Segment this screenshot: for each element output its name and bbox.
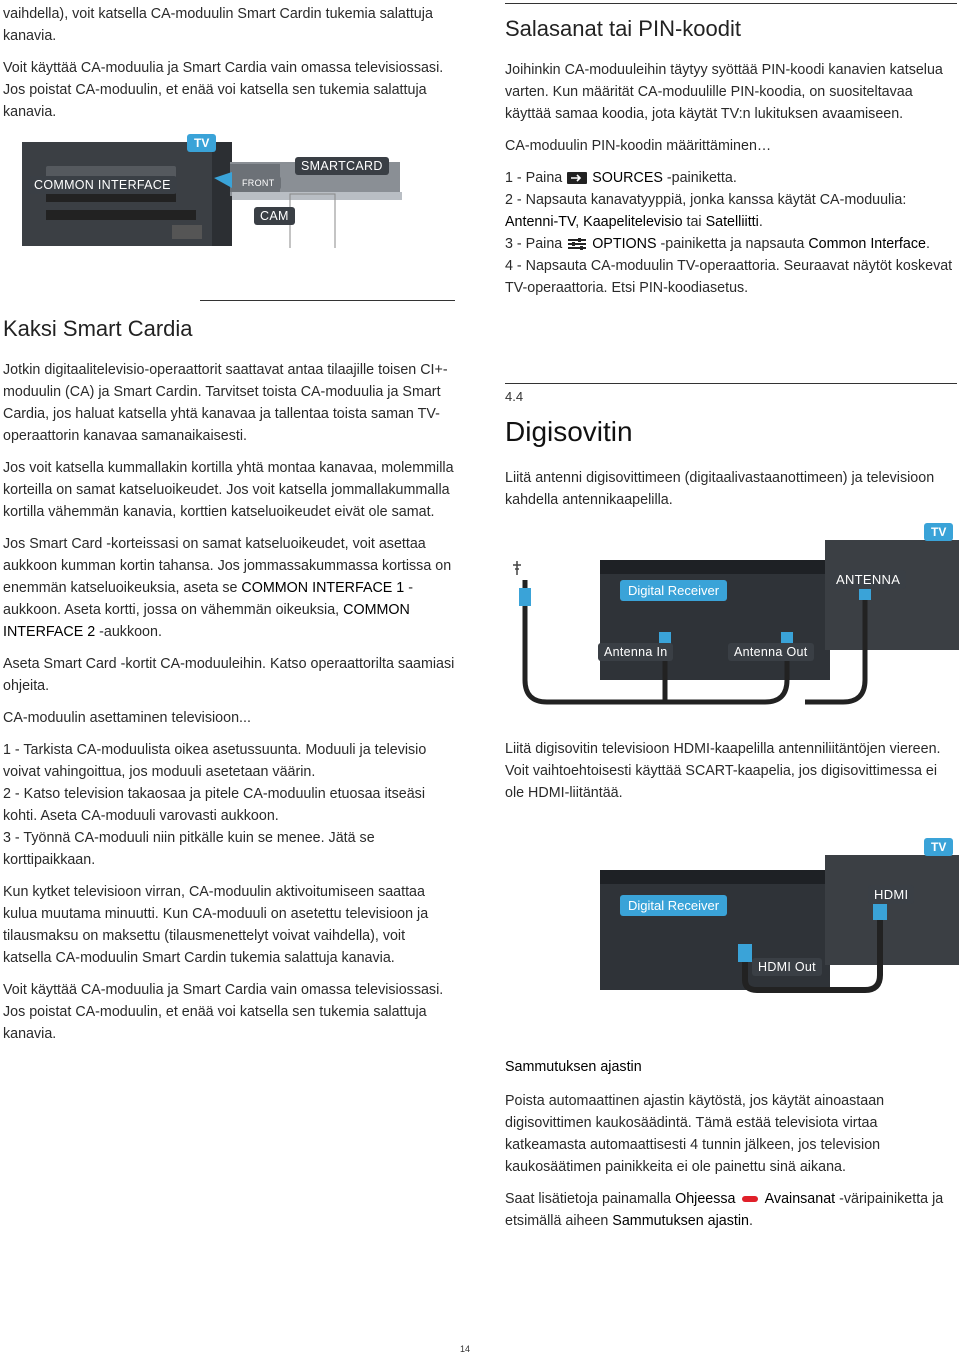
- keyword: SOURCES: [592, 170, 663, 186]
- antenna-out-label: Antenna Out: [728, 643, 814, 661]
- paragraph: Jos voit katsella kummallakin kortilla yhtä montaa kanavaa, molemmilla korteilla on samat katseluoikeudet. Jos voit katsella jommallakummalla kortilla vähemmän kanavia, korttien katseluoikeudet eivät ole samat.: [3, 460, 454, 520]
- right-body-3: [505, 1090, 957, 1232]
- antenna-connection-figure: [505, 520, 960, 715]
- section-number: 4.4: [505, 389, 524, 404]
- tv-badge: TV: [924, 838, 953, 856]
- keyword: Sammutuksen ajastin: [612, 1213, 749, 1229]
- step: 2 - Napsauta kanavatyyppiä, jonka kanssa käytät CA-moduulia: Antenni-TV, Kaapelitelevisio tai Satelliitti.: [505, 192, 907, 230]
- hdmi-connection-figure: [505, 840, 960, 1000]
- paragraph: Kun kytket televisioon virran, CA-moduulin aktivoitumiseen saattaa kulua muutama minuutti. Kun CA-moduuli on asetettu televisioon ja tilausmaksu on maksettu (tilausmenettelyt voivat vaihdella), voit katsella CA-moduulin Smart Cardin tukemia salattuja kanavia.: [3, 884, 429, 966]
- paragraph: Voit käyttää CA-moduulia ja Smart Cardia vain omassa televisiossasi. Jos poistat CA-moduulin, et enää voi katsella sen tukemia salattuja kanavia.: [3, 982, 444, 1042]
- paragraph: CA-moduulin asettaminen televisioon...: [3, 710, 251, 726]
- left-body: [3, 359, 455, 1045]
- digital-receiver-label: Digital Receiver: [620, 895, 727, 916]
- step: 3 - Paina OPTIONS -painiketta ja napsauta Common Interface.: [505, 236, 930, 252]
- cam-label: CAM: [254, 207, 295, 225]
- section-rule: [505, 3, 957, 4]
- red-key-icon: [742, 1196, 758, 1202]
- keyword: COMMON INTERFACE 1: [241, 580, 405, 596]
- front-label: FRONT: [236, 176, 281, 190]
- tv-badge: TV: [924, 523, 953, 541]
- antenna-in-label: Antenna In: [598, 643, 673, 661]
- section-heading: Digisovitin: [505, 416, 633, 447]
- step: 1 - Paina SOURCES -painiketta.: [505, 170, 737, 186]
- step: 3 - Työnnä CA-moduuli niin pitkälle kuin se menee. Jätä se korttipaikkaan.: [3, 830, 375, 868]
- sources-icon: [566, 170, 588, 186]
- paragraph: CA-moduulin PIN-koodin määrittäminen…: [505, 138, 772, 154]
- common-interface-label: COMMON INTERFACE: [28, 176, 177, 194]
- antenna-label: ANTENNA: [830, 570, 906, 589]
- paragraph: vaihdella), voit katsella CA-moduulin Smart Cardin tukemia salattuja kanavia.: [3, 6, 433, 44]
- paragraph: Jotkin digitaalitelevisio-operaattorit saattavat antaa tilaajille toisen CI+-moduulin (CA) ja Smart Cardin. Tarvitset toista CA-moduulia ja Smart Cardia, jos haluat katsella yhtä kanavaa ja tallentaa toista saman TV-operaattorin kanavaa samanaikaisesti.: [3, 362, 448, 444]
- options-icon: [566, 236, 588, 252]
- step: 4 - Napsauta CA-moduulin TV-operaattoria. Seuraavat näytöt koskevat TV-operaattoria. Etsi PIN-koodiasetus.: [505, 258, 953, 296]
- step: 1 - Tarkista CA-moduulista oikea asetussuunta. Moduuli ja televisio voivat vahingoittua, jos moduuli asetetaan väärin.: [3, 742, 427, 780]
- keyword: Ohjeessa: [675, 1191, 736, 1207]
- section-rule: [505, 383, 957, 384]
- paragraph: Liitä antenni digisovittimeen (digitaalivastaanottimeen) ja televisioon kahdella antennikaapelilla.: [505, 470, 935, 508]
- section-heading: Salasanat tai PIN-koodit: [505, 16, 742, 41]
- tv-badge: TV: [187, 134, 216, 152]
- section-rule: [200, 300, 455, 301]
- hdmi-label: HDMI: [868, 885, 914, 904]
- smartcard-label: SMARTCARD: [295, 157, 389, 175]
- paragraph: Poista automaattinen ajastin käytöstä, jos käytät ainoastaan digisovittimen kaukosäädintä. Tämä estää televisiota virtaa katkeamasta automaattisesti 4 tunnin jälkeen, jos television kaukosäätimen painikkeita ei ole painettu sinä aikana.: [505, 1093, 885, 1175]
- paragraph: Jos Smart Card -korteissasi on samat katseluoikeudet, voit asettaa aukkoon kumman kortin tahansa. Jos jommassakummassa kortissa on enemmän katseluoikeuksia, aseta se COMMON INTERFACE 1 -aukkoon. Aseta kortti, jossa on vähemmän oikeuksia, COMMON INTERFACE 2 -aukkoon.: [3, 536, 452, 640]
- paragraph: Voit vaihtoehtoisesti käyttää SCART-kaapelia, jos digisovittimessa ei ole HDMI-liitäntää.: [505, 763, 938, 801]
- paragraph: Joihinkin CA-moduuleihin täytyy syöttää PIN-koodi kanavien katselua varten. Kun määrität CA-moduulille PIN-koodia, on suositeltavaa käyttää samaa koodia, jota käytät TV:n lukituksen avaamiseen.: [505, 62, 943, 122]
- subheading: Sammutuksen ajastin: [505, 1059, 642, 1075]
- keyword: COMMON INTERFACE 2: [3, 602, 410, 640]
- hdmi-out-label: HDMI Out: [752, 958, 822, 976]
- paragraph: Aseta Smart Card -kortit CA-moduuleihin. Katso operaattorilta saamiasi ohjeita.: [3, 656, 455, 694]
- keyword: Avainsanat: [764, 1191, 836, 1207]
- paragraph: Voit käyttää CA-moduulia ja Smart Cardia vain omassa televisiossasi. Jos poistat CA-moduulin, et enää voi katsella sen tukemia salattuja kanavia.: [3, 60, 444, 120]
- right-body-1: [505, 59, 957, 299]
- digital-receiver-label: Digital Receiver: [620, 580, 727, 601]
- paragraph: Liitä digisovitin televisioon HDMI-kaapelilla antenniliitäntöjen viereen.: [505, 741, 941, 757]
- paragraph: Saat lisätietoja painamalla Ohjeessa Avainsanat -väripainiketta ja etsimällä aiheen Sammutuksen ajastin.: [505, 1191, 944, 1229]
- section-heading: Kaksi Smart Cardia: [3, 316, 193, 341]
- page-number: 14: [460, 1344, 471, 1354]
- step: 2 - Katso television takaosaa ja pitele CA-moduulin etuosaa itseäsi kohti. Aseta CA-moduuli varovasti aukkoon.: [3, 786, 425, 824]
- right-body-2: [505, 738, 957, 804]
